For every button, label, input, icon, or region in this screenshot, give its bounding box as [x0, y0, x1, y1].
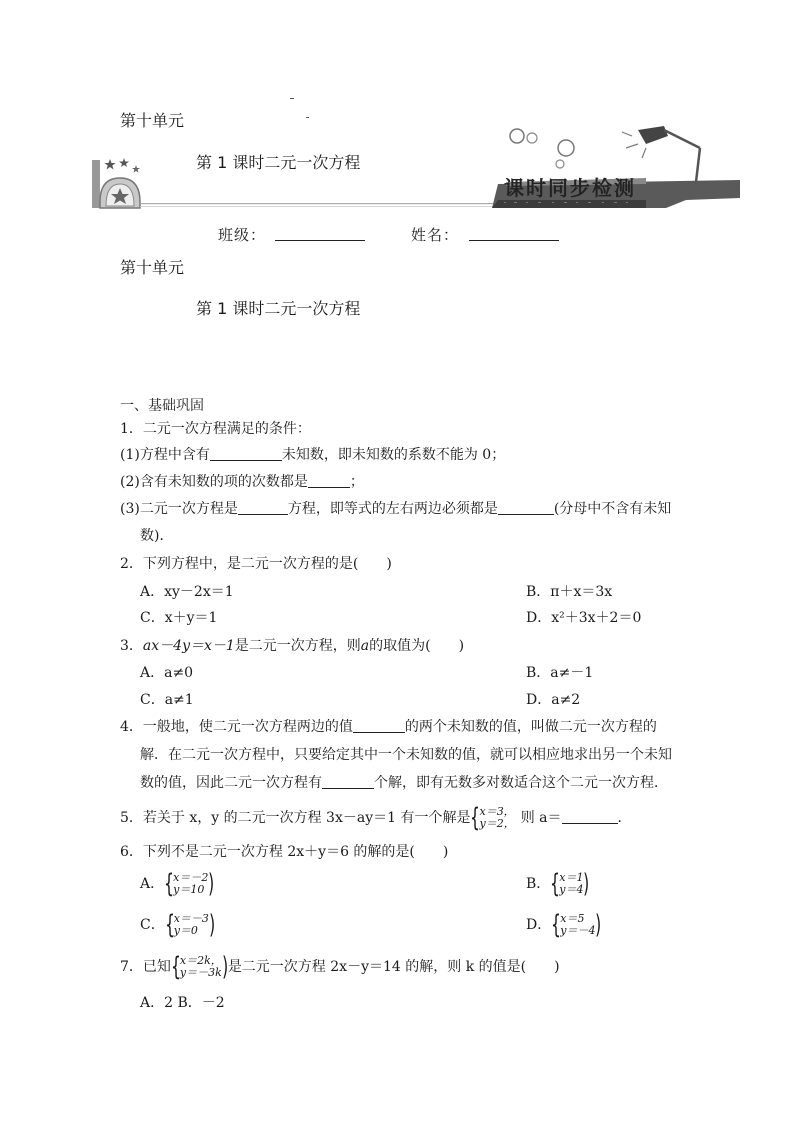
q1-item2: (2)含有未知数的项的次数都是 ；: [120, 474, 364, 490]
class-label: 班级：: [218, 226, 267, 244]
banner-text: 课时同步检测: [504, 176, 636, 200]
q3-option-b[interactable]: B．a≠－1: [526, 665, 594, 681]
blank[interactable]: [322, 774, 374, 789]
q1-item3: (3)二元一次方程是 方程，即等式的左右两边必须都是 (分母中不含有未知: [120, 501, 672, 517]
name-blank[interactable]: [469, 240, 559, 241]
q4-line3: 数的值，因此二元一次方程有 个解，即有无数多对数适合这个二元一次方程．: [140, 775, 668, 791]
name-label: 姓名：: [411, 226, 460, 244]
decor-dot: [306, 117, 309, 118]
q3-option-a[interactable]: A．a≠0: [140, 665, 194, 681]
blank[interactable]: [238, 500, 288, 515]
blank[interactable]: [562, 809, 618, 824]
blank[interactable]: [353, 718, 405, 733]
q4-line2: 解．在二元一次方程中，只要给定其中一个未知数的值，就可以相应地求出另一个未知: [140, 747, 672, 763]
q5-system: { x＝3， y＝2，: [470, 803, 515, 833]
lesson-title: 第 1 课时二元一次方程: [196, 153, 361, 172]
lesson-title-2: 第 1 课时二元一次方程: [196, 299, 361, 318]
blank[interactable]: [308, 473, 350, 488]
q2-option-c[interactable]: C．x＋y＝1: [140, 610, 218, 626]
q1-item3-cont: 数)．: [140, 528, 174, 544]
q7-stem: 7．已知 { x＝2k， y＝－3k ) 是二元一次方程 2x－y＝14 的解，则 k 的值是( ): [120, 952, 560, 982]
unit-title-2: 第十单元: [120, 258, 185, 277]
q6-option-b[interactable]: B． { x＝1 y＝4 ): [526, 869, 590, 899]
q6-option-c[interactable]: C． { x＝－3 y＝0 ): [140, 910, 215, 940]
banner-graphic: [86, 122, 740, 214]
q7-system: { x＝2k， y＝－3k ): [170, 952, 228, 982]
q6-option-d[interactable]: D． { x＝5 y＝－4 ): [526, 910, 602, 940]
decor-dot: [290, 98, 294, 99]
q1-stem: 1．二元一次方程满足的条件：: [120, 421, 311, 437]
q5: 5．若关于 x，y 的二元一次方程 3x－ay＝1 有一个解是 { x＝3， y＝2， 则 a＝ ．: [120, 803, 632, 833]
q1-item1: (1)方程中含有 未知数，即未知数的系数不能为 0；: [120, 447, 506, 463]
q2-stem: 2．下列方程中，是二元一次方程的是( ): [120, 556, 392, 572]
blank[interactable]: [498, 500, 554, 515]
q2-option-d[interactable]: D．x²＋3x＋2＝0: [526, 610, 642, 626]
class-blank[interactable]: [275, 240, 365, 241]
q3-option-d[interactable]: D．a≠2: [526, 692, 581, 708]
q4-line1: 4．一般地，使二元一次方程两边的值 的两个未知数的值，叫做二元一次方程的: [120, 719, 657, 735]
unit-title: 第十单元: [120, 111, 185, 130]
q6-option-a[interactable]: A． { x＝－2 y＝10 ): [140, 869, 215, 899]
q2-option-a[interactable]: A．xy－2x＝1: [140, 584, 234, 600]
q3-option-c[interactable]: C．a≠1: [140, 692, 194, 708]
q6-stem: 6．下列不是二元一次方程 2x＋y＝6 的解的是( ): [120, 844, 449, 860]
q7-options[interactable]: A．2 B．－2: [140, 995, 225, 1011]
q3-stem: 3．ax－4y＝x－1是二元一次方程，则a的取值为( ): [120, 638, 465, 654]
q2-option-b[interactable]: B．π＋x＝3x: [526, 584, 613, 600]
blank[interactable]: [210, 446, 282, 461]
section-title: 一、基础巩固: [120, 398, 204, 414]
